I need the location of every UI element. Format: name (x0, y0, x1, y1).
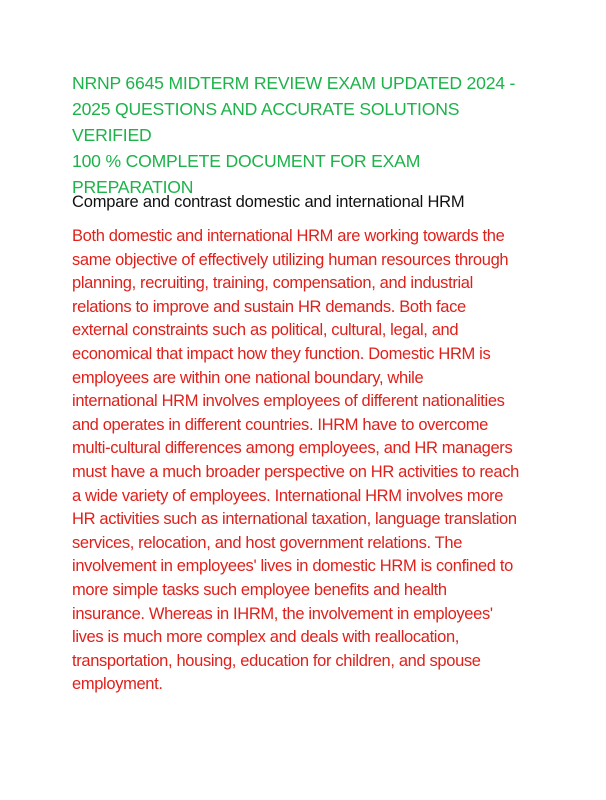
title-line: 2025 QUESTIONS AND ACCURATE SOLUTIONS VERIFIED (72, 99, 460, 145)
answer-line: services, relocation, and host government relations. The (72, 533, 463, 552)
answer-line: lives is much more complex and deals with reallocation, (72, 628, 460, 647)
title-line: 100 % COMPLETE DOCUMENT FOR EXAM PREPARATION (72, 151, 421, 197)
answer-line: employees are within one national boundary, while (72, 368, 424, 387)
answer-line: relations to improve and sustain HR demands. Both face (72, 297, 466, 316)
answer-line: international HRM involves employees of different nationalities (72, 392, 505, 411)
answer-line: Both domestic and international HRM are working towards the (72, 227, 505, 245)
answer-line: HR activities such as international taxation, language translation (72, 510, 517, 529)
answer-line: insurance. Whereas in IHRM, the involvement in employees' (72, 604, 493, 623)
answer-line: economical that impact how they function. Domestic HRM is (72, 344, 491, 363)
title-line: NRNP 6645 MIDTERM REVIEW EXAM UPDATED 2024 - (72, 73, 516, 93)
answer-text (72, 225, 542, 697)
answer-line: transportation, housing, education for children, and spouse (72, 651, 481, 670)
answer-line: employment. (72, 675, 163, 694)
answer-line: same objective of effectively utilizing human resources through (72, 250, 509, 269)
answer-line: external constraints such as political, cultural, legal, and (72, 321, 459, 340)
answer-line: must have a much broader perspective on HR activities to reach (72, 462, 519, 481)
answer-line: a wide variety of employees. International HRM involves more (72, 486, 504, 505)
answer-line: more simple tasks such employee benefits and health (72, 580, 447, 599)
answer-line: and operates in different countries. IHRM have to overcome (72, 415, 488, 434)
answer-line: multi-cultural differences among employees, and HR managers (72, 439, 513, 458)
question-text: Compare and contrast domestic and international HRM (72, 193, 465, 211)
answer-line: involvement in employees' lives in domestic HRM is confined to (72, 557, 513, 576)
answer-line: planning, recruiting, training, compensation, and industrial (72, 274, 473, 293)
document-title (72, 70, 542, 200)
